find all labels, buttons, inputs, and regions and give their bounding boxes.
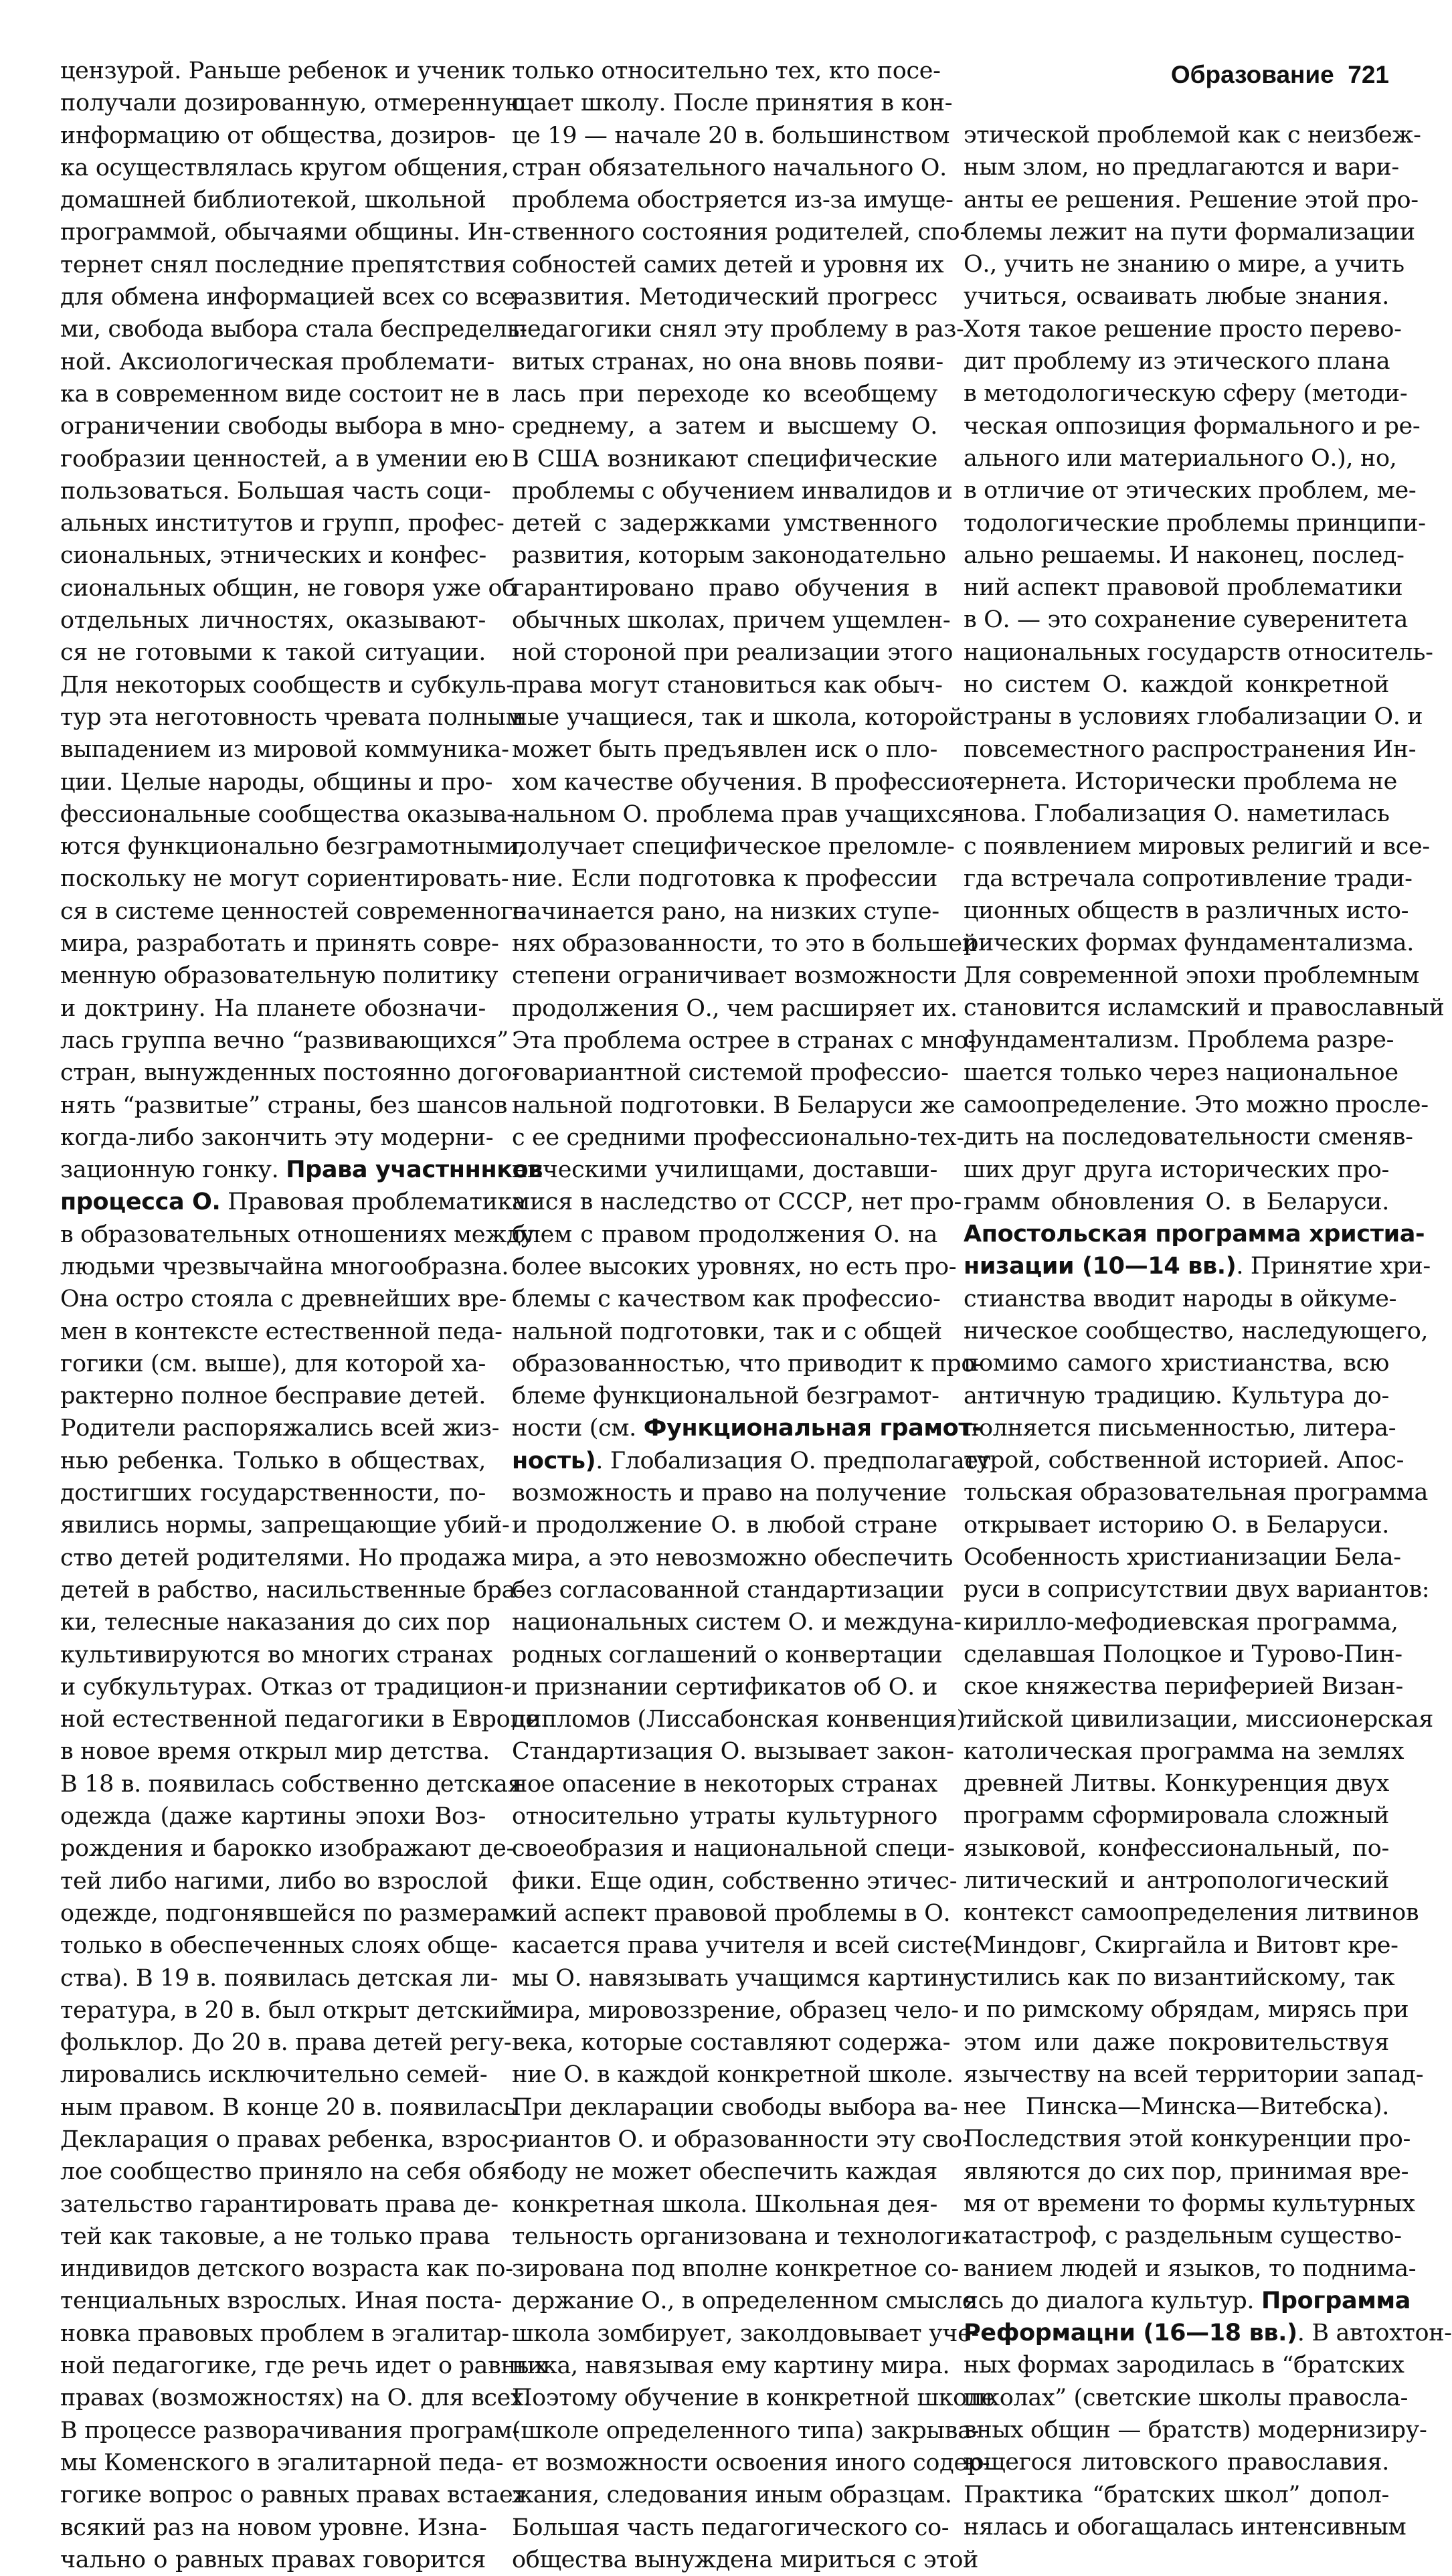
text-line: тей либо нагими, либо во взрослой <box>60 1867 488 1895</box>
text-line: ка осуществлялась кругом общения, <box>60 154 509 181</box>
text-line: своеобразия и национальной специ- <box>512 1835 955 1863</box>
text-line: нальной подготовки. В Беларуси же <box>512 1092 956 1119</box>
text-line: степени ограничивает возможности <box>512 962 957 990</box>
text-line: нялась и обогащалась интенсивным <box>964 2513 1406 2541</box>
text-line: катастроф, с раздельным существо- <box>964 2223 1402 2250</box>
text-line: ционных обществ в различных исто- <box>964 897 1409 925</box>
text-line: ет возможности освоения иного содер- <box>512 2449 990 2476</box>
text-line: общества вынуждена мириться с этой <box>512 2546 979 2573</box>
text-line: ний аспект правовой проблематики <box>964 574 1403 602</box>
text-line: этической проблемой как с неизбеж- <box>964 122 1421 149</box>
text-line: Для современной эпохи проблемным <box>964 962 1419 989</box>
text-line: це 19 — начале 20 в. большинством <box>512 122 950 149</box>
text-line: гогике вопрос о равных правах встает <box>60 2482 526 2509</box>
text-line: Для некоторых сообществ и субкуль- <box>60 671 514 699</box>
text-line: говариантной системой профессио- <box>512 1059 949 1087</box>
section-title: Образование <box>1170 61 1334 88</box>
text-line: фессиональные сообщества оказыва- <box>60 800 515 828</box>
text-line: рактерно полное бесправие детей. <box>60 1383 486 1410</box>
text-line: с ее средними профессионально-тех- <box>512 1124 964 1151</box>
text-line: Большая часть педагогического со- <box>512 2514 949 2541</box>
text-line: чально о равных правах говорится <box>60 2546 486 2573</box>
text-line: анты ее решения. Решение этой про- <box>964 186 1419 213</box>
text-line: тература, в 20 в. был открыт детский <box>60 1996 515 2024</box>
text-line: дить на последовательности сменяв- <box>964 1124 1413 1151</box>
text-line: продолжения О., чем расширяет их. <box>512 995 958 1022</box>
text-line: ся не готовыми к такой ситуации. <box>60 639 486 667</box>
text-line: контекст самоопределения литвинов <box>964 1899 1419 1927</box>
text-line: тельность организована и технологи- <box>512 2223 970 2250</box>
text-line: являются до сих пор, принимая вре- <box>964 2158 1409 2185</box>
text-line: более высоких уровнях, но есть про- <box>512 1253 957 1280</box>
text-line: может быть предъявлен иск о пло- <box>512 736 937 764</box>
text-line: ального или материального О.), но, <box>964 444 1397 472</box>
text-line: гда встречала сопротивление тради- <box>964 865 1413 892</box>
text-line: становится исламский и православный <box>964 995 1445 1022</box>
text-line: ческая оппозиция формального и ре- <box>964 412 1421 440</box>
text-line: стран, вынужденных постоянно дого- <box>60 1059 520 1087</box>
text-line: без согласованной стандартизации <box>512 1576 945 1604</box>
text-line: блемы лежит на пути формализации <box>964 218 1415 246</box>
text-line: самоопределение. Это можно просле- <box>964 1091 1429 1118</box>
text-line: рождения и барокко изображают де- <box>60 1835 515 1863</box>
text-line: дит проблему из этического плана <box>964 348 1390 375</box>
text-line: ции. Целые народы, общины и про- <box>60 768 493 796</box>
text-line: родных соглашений о конвертации <box>512 1641 943 1668</box>
text-line: всякий раз на новом уровне. Изна- <box>60 2514 487 2541</box>
text-line: Практика “братских школ” допол- <box>964 2481 1389 2508</box>
text-line: католическая программа на землях <box>964 1737 1404 1765</box>
text-line: с появлением мировых религий и все- <box>964 833 1430 860</box>
text-line: одежде, подгонявшейся по размерам <box>60 1899 519 1927</box>
text-line: мы Коменского в эгалитарной педа- <box>60 2449 504 2476</box>
text-line: возможность и право на получение <box>512 1480 947 1507</box>
text-line: школа зомбирует, заколдовывает уче- <box>512 2320 979 2347</box>
text-line: повсеместного распространения Ин- <box>964 736 1417 763</box>
text-line: витых странах, но она вновь появи- <box>512 348 943 375</box>
text-line: менную образовательную политику <box>60 962 498 990</box>
text-line: нее Пинска—Минска—Витебска). <box>964 2093 1389 2121</box>
text-line: ми, свобода выбора стала беспредель- <box>60 316 527 343</box>
text-column-3 <box>964 119 1452 2543</box>
text-line: Она остро стояла с древнейших вре- <box>60 1286 507 1313</box>
text-line: детей в рабство, насильственные бра- <box>60 1576 523 1604</box>
text-line: стран обязательного начального О. <box>512 154 947 181</box>
text-line: ной стороной при реализации этого <box>512 639 954 667</box>
text-line: развития. Методический прогресс <box>512 284 937 311</box>
text-line: альных институтов и групп, профес- <box>60 510 505 537</box>
text-line: ности (см. Функциональная грамот- <box>512 1415 982 1442</box>
text-line: лась группа вечно “развивающихся” <box>60 1027 509 1054</box>
text-line: среднему, а затем и высшему О. <box>512 413 937 440</box>
text-line: образованностью, что приводит к про- <box>512 1350 983 1377</box>
text-line: сиональных общин, не говоря уже об <box>60 574 516 602</box>
text-line: руси в соприсутствии двух вариантов: <box>964 1576 1430 1604</box>
text-line: лась при переходе ко всеобщему <box>512 380 937 408</box>
text-line: индивидов детского возраста как по- <box>60 2255 513 2283</box>
text-line: нять “развитые” страны, без шансов <box>60 1092 508 1119</box>
text-line: ственного состояния родителей, спо- <box>512 219 968 246</box>
text-line: стианства вводит народы в ойкуме- <box>964 1285 1397 1312</box>
text-line: в новое время открыл мир детства. <box>60 1738 490 1766</box>
text-line: В 18 в. появилась собственно детская <box>60 1770 523 1798</box>
text-line: программой, обычаями общины. Ин- <box>60 219 511 246</box>
text-line: национальных систем О. и междуна- <box>512 1609 962 1636</box>
text-line: тернет снял последние препятствия <box>60 251 507 278</box>
text-line: цензурой. Раньше ребенок и ученик <box>60 58 505 84</box>
text-line: античную традицию. Культура до- <box>964 1382 1389 1409</box>
text-line: Апостольская программа христиа- <box>964 1221 1425 1248</box>
text-line: ших друг друга исторических про- <box>964 1156 1389 1183</box>
text-line: ника, навязывая ему картину мира. <box>512 2352 950 2380</box>
text-line: этом или даже покровительствуя <box>964 2029 1389 2056</box>
text-line: ной естественной педагогики в Европе <box>60 1706 539 1733</box>
text-line: но систем О. каждой конкретной <box>964 671 1389 699</box>
text-line: тодологические проблемы принципи- <box>964 509 1426 537</box>
text-line: в О. — это сохранение суверенитета <box>964 606 1409 634</box>
text-line: тенциальных взрослых. Иная поста- <box>60 2288 502 2315</box>
text-line: фольклор. До 20 в. права детей регу- <box>60 2029 512 2057</box>
text-line: (Миндовг, Скиргайла и Витовт кре- <box>964 1931 1398 1959</box>
text-line: выпадением из мировой коммуника- <box>60 736 509 764</box>
text-line: только относительно тех, кто посе- <box>512 58 941 84</box>
text-line: древней Литвы. Конкуренция двух <box>964 1770 1389 1798</box>
text-line: касается права учителя и всей систе- <box>512 1932 972 1960</box>
text-line: риантов О. и образованности эту сво- <box>512 2126 970 2153</box>
text-line: (школе определенного типа) закрыва- <box>512 2417 980 2444</box>
text-line: Реформацни (16—18 вв.). В автохтон- <box>964 2320 1452 2347</box>
text-line: фундаментализм. Проблема разре- <box>964 1027 1394 1054</box>
text-line: ние О. в каждой конкретной школе. <box>512 2061 954 2089</box>
text-line: людьми чрезвычайна многообразна. <box>60 1253 509 1280</box>
text-line: отдельных личностях, оказывают- <box>60 607 486 634</box>
text-line: права могут становиться как обыч- <box>512 671 943 699</box>
text-line: развития, которым законодательно <box>512 542 946 570</box>
text-line: когда-либо закончить эту модерни- <box>60 1124 494 1151</box>
text-line: мися в наследство от СССР, нет про- <box>512 1189 962 1216</box>
text-line: нальной подготовки, так и с общей <box>512 1318 942 1345</box>
text-line: ально решаемы. И наконец, послед- <box>964 541 1404 569</box>
text-line: тернета. Исторически проблема не <box>964 768 1397 795</box>
text-line: При декларации свободы выбора ва- <box>512 2093 958 2121</box>
text-line: блем с правом продолжения О. на <box>512 1221 937 1248</box>
text-line: проблема обостряется из-за имуще- <box>512 187 954 214</box>
text-line: достигших государственности, по- <box>60 1480 486 1507</box>
text-line: в методологическую сферу (методи- <box>964 380 1408 408</box>
text-line: ограничении свободы выбора в мно- <box>60 413 505 440</box>
running-header <box>964 59 1389 91</box>
text-line: грамм обновления О. в Беларуси. <box>964 1188 1389 1215</box>
text-line: начинается рано, на низких ступе- <box>512 897 939 925</box>
text-line: блемы с качеством как профессио- <box>512 1286 941 1313</box>
text-line: гообразии ценностей, а в умении ею <box>60 445 509 473</box>
text-line: ным правом. В конце 20 в. появилась <box>60 2093 516 2121</box>
text-line: В США возникают специфические <box>512 445 937 473</box>
text-line: одежда (даже картины эпохи Воз- <box>60 1803 486 1830</box>
text-line: ка в современном виде состоит не в <box>60 380 500 408</box>
text-line: и по римскому обрядам, мирясь при <box>964 1996 1409 2024</box>
text-line: процесса О. Правовая проблематика <box>60 1189 526 1216</box>
text-line: ства). В 19 в. появилась детская ли- <box>60 1964 498 1992</box>
text-line: помимо самого христианства, всю <box>964 1350 1389 1377</box>
text-line: держание О., в определенном смысле <box>512 2288 976 2315</box>
text-line: мен в контексте естественной педа- <box>60 1318 503 1345</box>
text-line: ность). Глобализация О. предполагает <box>512 1447 991 1474</box>
text-line: литический и антропологический <box>964 1867 1389 1895</box>
text-line: щает школу. После принятия в кон- <box>512 90 953 117</box>
text-line: информацию от общества, дозиров- <box>60 122 496 149</box>
text-line: домашней библиотекой, школьной <box>60 187 486 214</box>
text-line: программ сформировала сложный <box>964 1802 1389 1830</box>
text-line: гогики (см. выше), для которой ха- <box>60 1350 486 1377</box>
text-line: тийской цивилизации, миссионерская <box>964 1705 1433 1733</box>
text-line: ванием людей и языков, то поднима- <box>964 2255 1417 2282</box>
text-line: ническими училищами, доставши- <box>512 1156 937 1184</box>
text-line: в отличие от этических проблем, ме- <box>964 477 1417 505</box>
text-line: для обмена информацией всех со все- <box>60 284 523 311</box>
text-line: мира, мировоззрение, образец чело- <box>512 1996 959 2024</box>
text-line: страны в условиях глобализации О. и <box>964 703 1423 731</box>
text-line: блеме функциональной безграмот- <box>512 1383 939 1410</box>
text-line: ство детей родителями. Но продажа <box>60 1544 507 1571</box>
text-line: ся в системе ценностей современного <box>60 897 527 925</box>
text-line: жания, следования иным образцам. <box>512 2482 952 2509</box>
text-line: явились нормы, запрещающие убий- <box>60 1512 510 1539</box>
text-line: зательство гарантировать права де- <box>60 2191 498 2218</box>
text-line: учиться, осваивать любые знания. <box>964 283 1389 311</box>
text-line: ные учащиеся, так и школа, которой <box>512 703 964 731</box>
text-line: лировались исключительно семей- <box>60 2061 488 2089</box>
text-column-2 <box>512 55 996 2576</box>
text-line: хом качестве обучения. В профессио- <box>512 768 973 796</box>
text-line: зирована под вполне конкретное со- <box>512 2255 959 2283</box>
text-line: языковой, конфессиональный, по- <box>964 1834 1389 1862</box>
text-line: Особенность христианизации Бела- <box>964 1544 1401 1571</box>
text-line: и продолжение О. в любой стране <box>512 1512 937 1539</box>
text-line: мира, разработать и принять совре- <box>60 930 499 958</box>
text-line: низации (10—14 вв.). Принятие хри- <box>964 1253 1431 1280</box>
text-line: сиональных, этнических и конфес- <box>60 542 486 570</box>
text-line: стились как по византийскому, так <box>964 1964 1395 1991</box>
text-line: нальном О. проблема прав учащихся <box>512 800 965 828</box>
text-line: школах” (светские школы правосла- <box>964 2384 1409 2411</box>
text-line: Декларация о правах ребенка, взрос- <box>60 2126 517 2153</box>
text-line: фики. Еще один, собственно этичес- <box>512 1867 958 1895</box>
text-line: ются функционально безграмотными, <box>60 833 526 861</box>
text-line: новка правовых проблем в эгалитар- <box>60 2320 509 2347</box>
text-line: правах (возможностях) на О. для всех. <box>60 2385 531 2412</box>
text-line: Хотя такое решение просто перево- <box>964 315 1402 343</box>
text-line: детей с задержками умственного <box>512 510 937 537</box>
text-line: получает специфическое преломле- <box>512 833 955 861</box>
text-line: только в обеспеченных слоях обще- <box>60 1932 498 1960</box>
text-line: собностей самих детей и уровня их <box>512 251 944 278</box>
text-line: Поэтому обучение в конкретной школе <box>512 2385 996 2412</box>
text-line: ясь до диалога культур. Программа <box>964 2287 1411 2314</box>
text-column-1 <box>60 55 548 2576</box>
text-line: ной педагогике, где речь идет о равных <box>60 2352 548 2380</box>
text-line: нова. Глобализация О. наметилась <box>964 800 1390 828</box>
text-line: проблемы с обучением инвалидов и <box>512 477 953 505</box>
text-line: конкретная школа. Школьная дея- <box>512 2191 937 2218</box>
text-line: Эта проблема острее в странах с мно- <box>512 1027 976 1054</box>
text-line: язычеству на всей территории запад- <box>964 2061 1424 2088</box>
text-line: дипломов (Лиссабонская конвенция). <box>512 1706 973 1733</box>
text-line: национальных государств относитель- <box>964 638 1433 666</box>
text-line: ское княжества периферией Визан- <box>964 1673 1403 1701</box>
text-line: кий аспект правовой проблемы в О. <box>512 1899 951 1927</box>
text-line: и субкультурах. Отказ от традицион- <box>60 1673 512 1701</box>
text-line: ное опасение в некоторых странах <box>512 1770 937 1798</box>
text-line: В процессе разворачивания програм- <box>60 2417 520 2444</box>
page-number: 721 <box>1348 61 1389 88</box>
text-line: лое сообщество приняло на себя обя- <box>60 2158 519 2186</box>
text-line: тей как таковые, а не только права <box>60 2223 490 2250</box>
text-line: открывает историю О. в Беларуси. <box>964 1511 1389 1539</box>
text-line: тур эта неготовность чревата полным <box>60 703 524 731</box>
text-line: педагогики снял эту проблему в раз- <box>512 316 964 343</box>
text-line: пользоваться. Большая часть соци- <box>60 477 491 505</box>
text-line: О., учить не знанию о мире, а учить <box>964 251 1404 278</box>
text-line: тольская образовательная программа <box>964 1479 1429 1507</box>
text-line: обычных школах, причем ущемлен- <box>512 607 951 634</box>
text-line: полняется письменностью, литера- <box>964 1414 1396 1442</box>
text-line: нях образованности, то это в большей <box>512 930 978 958</box>
text-line: в образовательных отношениях между <box>60 1221 535 1248</box>
text-line: ющегося литовского православия. <box>964 2449 1389 2476</box>
text-line: нью ребенка. Только в обществах, <box>60 1447 486 1474</box>
text-line: ническое сообщество, наследующего, <box>964 1317 1429 1345</box>
text-line: ной. Аксиологическая проблемати- <box>60 348 494 375</box>
text-line: и доктрину. На планете обозначи- <box>60 995 486 1022</box>
text-line: зационную гонку. Права участнннков <box>60 1156 543 1184</box>
text-line: ки, телесные наказания до сих пор <box>60 1609 490 1636</box>
text-line: турой, собственной историей. Апос- <box>964 1447 1404 1474</box>
text-line: рических формах фундаментализма. <box>964 930 1414 957</box>
text-line: Родители распоряжались всей жиз- <box>60 1415 500 1442</box>
text-line: боду не может обеспечить каждая <box>512 2158 937 2186</box>
text-line: сделавшая Полоцкое и Турово-Пин- <box>964 1640 1402 1668</box>
text-line: получали дозированную, отмеренную <box>60 90 525 117</box>
text-line: мя от времени то формы культурных <box>964 2191 1415 2217</box>
text-line: шается только через национальное <box>964 1059 1398 1086</box>
text-line: ние. Если подготовка к профессии <box>512 865 937 893</box>
text-line: относительно утраты культурного <box>512 1803 937 1830</box>
text-line: ных формах зародилась в “братских <box>964 2352 1404 2379</box>
text-line: и признании сертификатов об О. и <box>512 1673 937 1701</box>
text-line: кирилло-мефодиевская программа, <box>964 1608 1398 1636</box>
text-line: культивируются во многих странах <box>60 1641 493 1668</box>
text-line: гарантировано право обучения в <box>512 574 937 602</box>
text-line: мы О. навязывать учащимся картину <box>512 1964 968 1992</box>
text-line: поскольку не могут сориентировать- <box>60 865 509 893</box>
text-line: Последствия этой конкуренции про- <box>964 2126 1411 2153</box>
text-line: вных общин — братств) модернизиру- <box>964 2417 1427 2444</box>
text-line: века, которые составляют содержа- <box>512 2029 951 2057</box>
text-line: ным злом, но предлагаются и вари- <box>964 154 1399 181</box>
text-line: Стандартизация О. вызывает закон- <box>512 1738 954 1766</box>
text-line: мира, а это невозможно обеспечить <box>512 1544 953 1571</box>
